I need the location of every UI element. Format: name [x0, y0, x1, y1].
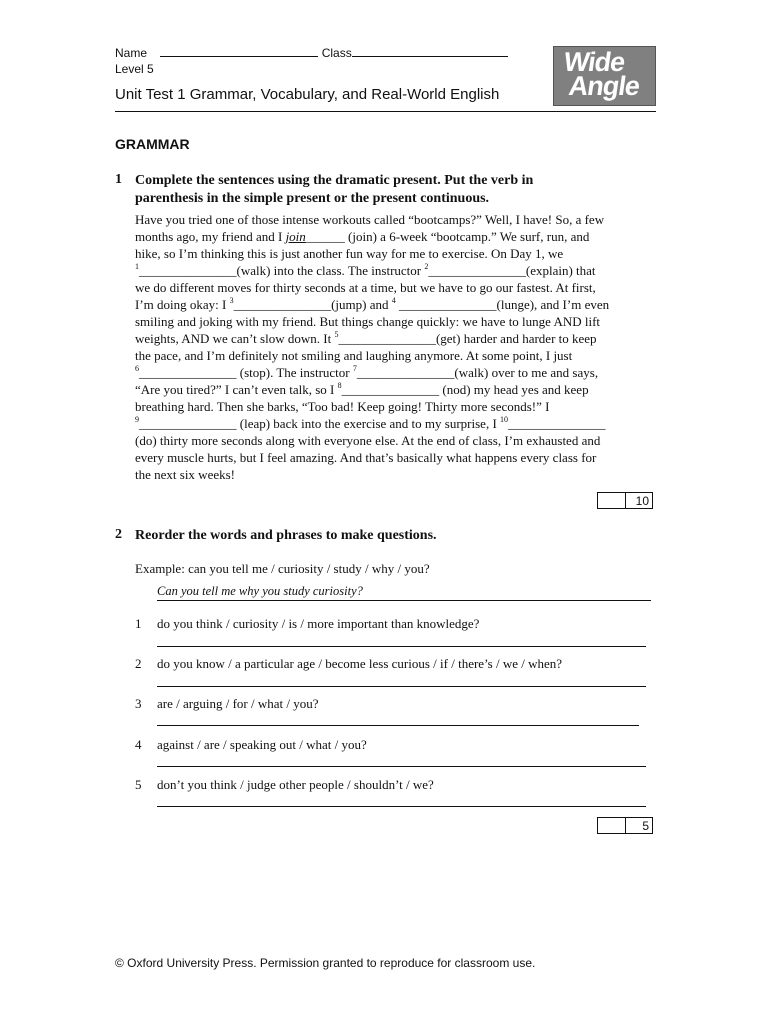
q1-score-total: 10: [635, 494, 649, 508]
passage-line: months ago, my friend and I join______ (join) a 6-week “bootcamp.” We surf, run, and: [135, 229, 590, 244]
answer-line[interactable]: [157, 725, 639, 726]
copyright-footer: © Oxford University Press. Permission granted to reproduce for classroom use.: [115, 956, 536, 970]
q1-score-entry[interactable]: [598, 493, 626, 508]
blank-8[interactable]: _______________ (nod) my head yes and keep: [341, 382, 589, 397]
blank-7[interactable]: _______________(walk) over to me and says,: [356, 365, 599, 380]
passage-line: “Are you tired?” I can’t even talk, so I $^8$_______________ (nod) my head yes and keep: [135, 380, 589, 397]
blank-10[interactable]: _______________: [508, 416, 606, 431]
blank-9[interactable]: _______________ (leap) back into the exercise and to my surprise, I: [139, 416, 501, 431]
blank-1[interactable]: _______________(walk) into the class. The instructor: [139, 263, 425, 278]
class-field[interactable]: [352, 45, 508, 57]
q2-item-text: do you know / a particular age / become less curious / if / there’s / we / when?: [157, 656, 563, 671]
q1-instruction: [135, 172, 645, 208]
blank-3[interactable]: _______________(jump) and: [233, 297, 392, 312]
logo-line-2: Angle: [566, 71, 642, 101]
answer-line[interactable]: [157, 686, 646, 687]
passage-line: every muscle hurts, but I feel amazing. And that’s basically what happens every class for: [135, 450, 597, 465]
blank-6[interactable]: _______________ (stop). The instructor: [139, 365, 353, 380]
blank-4[interactable]: _______________(lunge), and I’m even: [395, 297, 610, 312]
q2-item-text: don’t you think / judge other people / shouldn’t / we?: [157, 777, 434, 792]
q2-item-number: 2: [135, 656, 142, 671]
passage-line: $^9$_______________ (leap) back into the exercise and to my surprise, I $^{10}$_______________: [135, 414, 606, 431]
page-title: Unit Test 1 Grammar, Vocabulary, and Real-World English: [115, 86, 500, 103]
blank-2[interactable]: _______________(explain) that: [428, 263, 596, 278]
q2-example: Example: can you tell me / curiosity / study / why / you?: [135, 561, 430, 576]
passage-line: the pace, and I’m definitely not smiling and laughing anymore. At some point, I just: [135, 348, 573, 363]
passage-line: $^1$_______________(walk) into the class. The instructor $^2$_______________(explain) that: [135, 261, 596, 278]
q1-instruction-line2: parenthesis in the simple present or the present continuous.: [135, 191, 490, 206]
passage-line: I’m doing okay: I $^3$_______________(jump) and $^4$ _______________(lunge), and I’m even: [135, 295, 610, 312]
level-label: Level 5: [115, 62, 154, 76]
q2-score-entry[interactable]: [598, 818, 626, 833]
answer-line[interactable]: [157, 766, 646, 767]
q2-item-number: 4: [135, 737, 142, 752]
q1-passage: [135, 211, 650, 483]
q2-number: 2: [115, 527, 122, 542]
passage-line: hike, so I’m thinking this is just another fun way for me to exercise. On Day 1, we: [135, 246, 564, 261]
header-divider: [115, 111, 656, 112]
passage-line: (do) thirty more seconds along with everyone else. At the end of class, I’m exhausted and: [135, 433, 601, 448]
passage-line: the next six weeks!: [135, 467, 236, 482]
passage-line: smiling and joking with my friend. But things change quickly: we have to lunge AND lift: [135, 314, 601, 329]
passage-line: weights, AND we can’t slow down. It $^5$_______________(get) harder and harder to keep: [135, 329, 597, 346]
class-label: Class: [321, 46, 352, 60]
q2-item-number: 1: [135, 616, 142, 631]
passage-line: breathing hard. Then she barks, “Too bad! Keep going! Thirty more seconds!” I: [135, 399, 550, 414]
answer-line[interactable]: [157, 806, 646, 807]
q1-instruction-line1: Complete the sentences using the dramatic present. Put the verb in: [135, 173, 534, 188]
section-heading: GRAMMAR: [115, 136, 190, 152]
q1-number: 1: [115, 172, 122, 187]
example-answer: join: [285, 229, 306, 244]
q2-item-text: against / are / speaking out / what / you?: [157, 737, 367, 752]
q2-example-answer: Can you tell me why you study curiosity?: [157, 584, 651, 601]
passage-line: $^6$_______________ (stop). The instructor $^7$_______________(walk) over to me and says,: [135, 363, 599, 380]
q2-score-box: [597, 817, 653, 834]
name-field[interactable]: [160, 45, 318, 57]
q2-item-text: are / arguing / for / what / you?: [157, 696, 319, 711]
wide-angle-logo: [553, 46, 656, 106]
q2-item-text: do you think / curiosity / is / more important than knowledge?: [157, 616, 480, 631]
logo-line-1: Wide: [561, 47, 627, 77]
blank-5[interactable]: _______________(get) harder and harder to keep: [338, 331, 597, 346]
name-label: Name: [115, 46, 148, 60]
q2-item-number: 5: [135, 777, 142, 792]
name-class-line: [115, 45, 508, 60]
q2-item-number: 3: [135, 696, 142, 711]
q2-score-total: 5: [642, 819, 649, 833]
q2-instruction: Reorder the words and phrases to make questions.: [135, 528, 437, 543]
passage-line: Have you tried one of those intense workouts called “bootcamps?” Well, I have! So, a few: [135, 212, 605, 227]
passage-line: we do different moves for thirty seconds at a time, but we have to go our fastest. At first,: [135, 280, 596, 295]
q1-score-box: [597, 492, 653, 509]
answer-line[interactable]: [157, 646, 646, 647]
